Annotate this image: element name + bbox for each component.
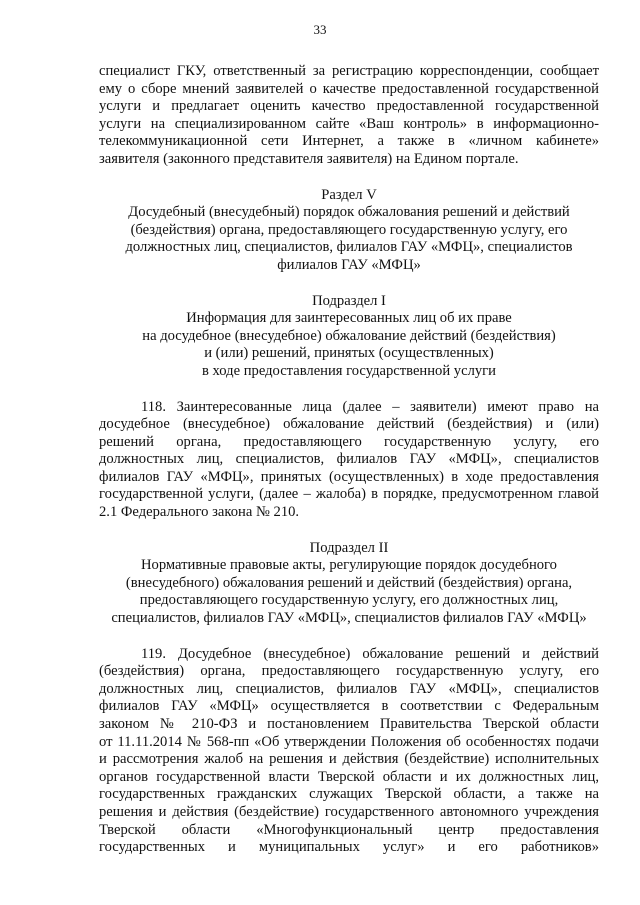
text-line: должностных лиц, специалистов, филиалов ГАУ «МФЦ», специалистов (99, 451, 599, 468)
text-line: государственных гражданских служащих Тверской области, а также на (99, 786, 599, 803)
subsection-title-line: Нормативные правовые акты, регулирующие порядок досудебного (141, 557, 557, 574)
subsection-title-line: предоставляющего государственную услугу, его должностных лиц, (139, 592, 559, 609)
section-heading (99, 187, 599, 275)
text-line: филиалов ГАУ «МФЦ», принятых (осуществленных) в ходе предоставления (99, 468, 599, 485)
text-line: государственных и муниципальных услуг» и его работников» (99, 839, 599, 856)
subsection-title-line: (внесудебного) обжалования решений и действий (бездействия) органа, (125, 574, 573, 591)
text-line: и рассмотрения жалоб на решения и действия (бездействие) исполнительных (99, 751, 599, 768)
text-line: государственной услуги, (далее – жалоба) в порядке, предусмотренном главой (99, 486, 599, 503)
text-line: 2.1 Федерального закона № 210. (99, 504, 300, 521)
section-title-line: филиалов ГАУ «МФЦ» (277, 256, 421, 273)
text-line: решения и действия (бездействие) государственного автономного учреждения (99, 803, 599, 820)
text-line: должностных лиц, специалистов, филиалов ГАУ «МФЦ», специалистов (99, 680, 599, 697)
subsection-title-line: в ходе предоставления государственной услуги (202, 362, 496, 379)
text-line: телекоммуникационной сети Интернет, а также в «личном кабинете» (99, 133, 599, 150)
text-line: органов государственной власти Тверской области и их должностных лиц, (99, 768, 599, 785)
text-line: ему о сборе мнений заявителей о качестве предоставленной государственной (99, 80, 599, 97)
section-title-line: должностных лиц, специалистов, филиалов ГАУ «МФЦ», специалистов (125, 239, 573, 256)
text-line: (бездействия) органа, предоставляющего государственную услугу, его (99, 663, 599, 680)
section-label: Раздел V (321, 186, 377, 203)
text-line: 118. Заинтересованные лица (далее – заявители) имеют право на (141, 398, 599, 415)
intro-paragraph (99, 63, 599, 169)
text-line: досудебное (внесудебное) обжалование действий (бездействия) и (или) (99, 416, 599, 433)
subsection-title-line: на досудебное (внесудебное) обжалование действий (бездействия) (142, 327, 556, 344)
paragraph-118 (99, 399, 599, 522)
text-line: специалист ГКУ, ответственный за регистрацию корреспонденции, сообщает (99, 63, 599, 79)
subsection-2-heading (99, 540, 599, 628)
subsection-label: Подраздел I (312, 292, 386, 309)
subsection-title-line: Информация для заинтересованных лиц об их праве (186, 310, 512, 327)
text-line: решений органа, предоставляющего государственную услугу, его (99, 433, 599, 450)
subsection-1-heading (99, 293, 599, 381)
subsection-title-line: и (или) решений, принятых (осуществленных) (204, 345, 494, 362)
text-line: 119. Досудебное (внесудебное) обжалование решений и действий (141, 645, 599, 662)
text-line: заявителя (законного представителя заявителя) на Едином портале. (99, 150, 519, 167)
text-line: филиалов ГАУ «МФЦ» осуществляется в соответствии с Федеральным (99, 698, 599, 715)
page-content (99, 63, 599, 857)
subsection-title-line: специалистов, филиалов ГАУ «МФЦ», специалистов филиалов ГАУ «МФЦ» (111, 610, 587, 627)
text-line: Тверской области «Многофункциональный центр предоставления (99, 821, 599, 838)
section-title-line: (бездействия) органа, предоставляющего государственную услугу, его (130, 221, 568, 238)
text-line: услуги и предлагает оценить качество предоставленной государственной (99, 98, 599, 115)
subsection-label: Подраздел II (309, 539, 389, 556)
paragraph-119 (99, 646, 599, 857)
text-line: от 11.11.2014 № 568-пп «Об утверждении Положения об особенностях подачи (99, 733, 599, 750)
text-line: законом № 210-ФЗ и постановлением Правительства Тверской области (99, 716, 599, 732)
text-line: услуги на специализированном сайте «Ваш контроль» в информационно- (99, 115, 599, 132)
section-title-line: Досудебный (внесудебный) порядок обжалования решений и действий (128, 204, 570, 221)
page-number: 33 (313, 22, 327, 37)
